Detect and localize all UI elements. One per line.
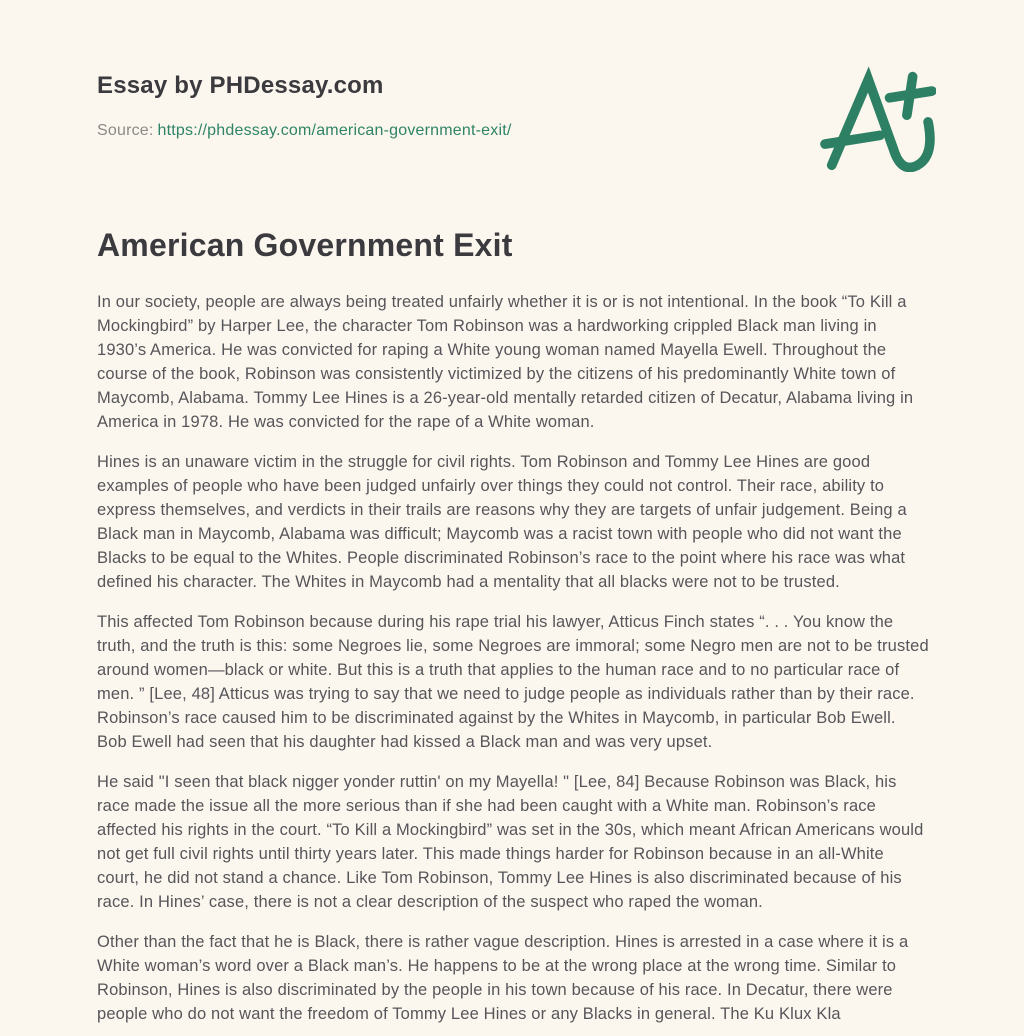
a-plus-logo-icon bbox=[818, 66, 936, 172]
source-label: Source: bbox=[97, 122, 154, 139]
essay-paragraph: He said "I seen that black nigger yonder ruttin' on my Mayella! " [Lee, 84] Because Robinson was Black, his race made the issue all the more serious than if she had been caught with a White man. Robinson’s race affected his rights in the court. “To Kill a Mockingbird” was set in the 30s, which meant African Americans would not get full civil rights until thirty years later. This made things harder for Robinson because in an all-White court, he did not stand a chance. Like Tom Robinson, Tommy Lee Hines is also discriminated because of his race. In Hines’ case, there is not a clear description of the suspect who raped the woman. bbox=[97, 773, 924, 911]
essay-paragraph: Hines is an unaware victim in the struggle for civil rights. Tom Robinson and Tommy Lee Hines are good examples of people who have been judged unfairly over things they could not control. Their race, ability to express themselves, and verdicts in their trails are reasons why they are targets of unfair judgement. Being a Black man in Maycomb, Alabama was difficult; Maycomb was a racist town with people who did not want the Blacks to be equal to the Whites. People discriminated Robinson’s race to the point where his race was what defined his character. The Whites in Maycomb had a mentality that all blacks were not to be trusted. bbox=[97, 453, 907, 591]
site-heading: Essay by PHDessay.com bbox=[97, 72, 384, 99]
source-url-link[interactable]: https://phdessay.com/american-government-exit/ bbox=[157, 122, 512, 139]
essay-paragraph: Other than the fact that he is Black, there is rather vague description. Hines is arrested in a case where it is a White woman’s word over a Black man’s. He happens to be at the wrong place at the wrong time. Similar to Robinson, Hines is also discriminated by the people in his town because of his race. In Decatur, there were people who do not want the freedom of Tommy Lee Hines or any Blacks in general. The Ku Klux Kla bbox=[97, 933, 909, 1023]
phdessay-logo bbox=[818, 66, 936, 172]
source-line bbox=[97, 122, 927, 140]
essay-body bbox=[97, 290, 927, 1026]
essay-paragraph: In our society, people are always being treated unfairly whether it is or is not intentional. In the book “To Kill a Mockingbird” by Harper Lee, the character Tom Robinson was a hardworking crippled Black man living in 1930’s America. He was convicted for raping a White young woman named Mayella Ewell. Throughout the course of the book, Robinson was consistently victimized by the citizens of his predominantly White town of Maycomb, Alabama. Tommy Lee Hines is a 26-year-old mentally retarded citizen of Decatur, Alabama living in America in 1978. He was convicted for the rape of a White woman. bbox=[97, 293, 914, 431]
essay-paragraph: This affected Tom Robinson because during his rape trial his lawyer, Atticus Finch states “. . . You know the truth, and the truth is this: some Negroes lie, some Negroes are immoral; some Negro men are not to be trusted around women—black or white. But this is a truth that applies to the human race and to no particular race of men. ” [Lee, 48] Atticus was trying to say that we need to judge people as individuals rather than by their race. Robinson’s race caused him to be discriminated against by the Whites in Maycomb, in particular Bob Ewell. Bob Ewell had seen that his daughter had kissed a Black man and was very upset. bbox=[97, 613, 929, 751]
article-title: American Government Exit bbox=[97, 227, 513, 263]
